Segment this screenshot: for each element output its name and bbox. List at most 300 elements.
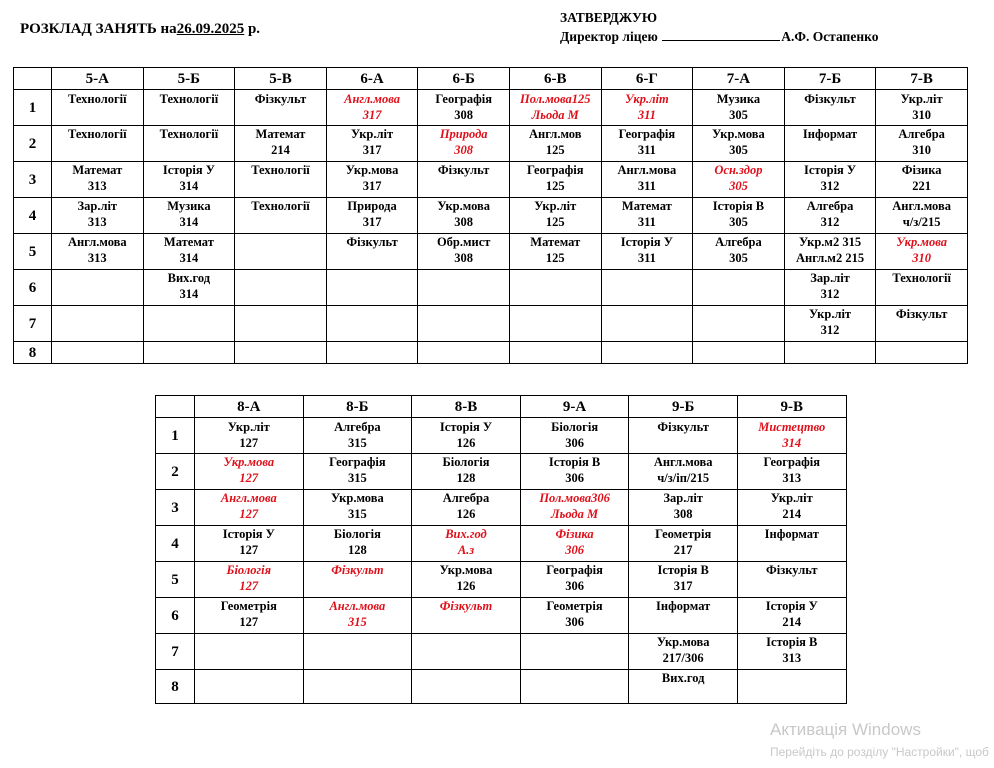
- room-number: 221: [912, 179, 932, 193]
- lesson-cell: [195, 562, 304, 598]
- room-number: 314: [179, 179, 199, 193]
- subject-name: Математ: [72, 163, 123, 177]
- lesson-cell: [303, 454, 412, 490]
- subject-name: Технології: [892, 271, 951, 285]
- subject-name: Технології: [159, 92, 219, 106]
- period-row: [14, 126, 968, 162]
- room-number: 305: [729, 251, 748, 265]
- lesson-cell: [326, 342, 418, 364]
- lesson-cell: [418, 270, 510, 306]
- lesson-cell: [303, 670, 412, 704]
- room-number: Англ.м2 215: [796, 251, 865, 265]
- class-header: 6-Г: [601, 68, 693, 90]
- subject-name: Англ.мова: [344, 92, 400, 106]
- room-number: 313: [782, 651, 802, 665]
- lesson-cell: [784, 306, 876, 342]
- room-number: 314: [179, 215, 199, 229]
- class-header: 9-Б: [629, 396, 738, 418]
- subject-name: Укр.мова: [223, 455, 275, 469]
- subject-name: Технології: [68, 92, 127, 106]
- period-row: [14, 342, 968, 364]
- lesson-cell: [876, 162, 968, 198]
- lesson-cell: [143, 126, 235, 162]
- room-number: 306: [565, 471, 584, 485]
- approval-block: [560, 8, 878, 46]
- lesson-cell: [235, 90, 327, 126]
- lesson-cell: [601, 234, 693, 270]
- room-number: 310: [912, 108, 932, 122]
- subject-name: Історія В: [712, 199, 765, 213]
- lesson-cell: [509, 90, 601, 126]
- lesson-cell: [520, 598, 629, 634]
- lesson-cell: [520, 418, 629, 454]
- subject-name: Математ: [530, 235, 581, 249]
- room-number: 317: [673, 579, 693, 593]
- subject-name: Історія У: [439, 420, 493, 434]
- lesson-cell: [143, 342, 235, 364]
- period-row: [14, 270, 968, 306]
- room-number: 214: [782, 615, 802, 629]
- lesson-cell: [195, 418, 304, 454]
- period-number: 1: [156, 418, 195, 454]
- lesson-cell: [326, 126, 418, 162]
- subject-name: Історія У: [162, 163, 215, 177]
- lesson-cell: [784, 198, 876, 234]
- subject-name: Фізкульт: [657, 420, 709, 434]
- room-number: 306: [565, 543, 584, 557]
- lesson-cell: [876, 234, 968, 270]
- room-number: А.з: [457, 543, 475, 557]
- period-number: 6: [14, 270, 52, 306]
- lesson-cell: [876, 90, 968, 126]
- subject-name: Біологія: [551, 420, 599, 434]
- subject-name: Укр.літ: [900, 92, 943, 106]
- lesson-cell: [876, 342, 968, 364]
- class-header: 5-А: [52, 68, 144, 90]
- lesson-cell: [418, 198, 510, 234]
- subject-name: Укр.мова: [345, 163, 399, 177]
- period-number: 8: [14, 342, 52, 364]
- lesson-cell: [520, 454, 629, 490]
- period-number: 1: [14, 90, 52, 126]
- room-number: 315: [348, 436, 367, 450]
- room-number: 308: [454, 108, 474, 122]
- lesson-cell: [629, 526, 738, 562]
- subject-name: Фізкульт: [766, 563, 818, 577]
- room-number: 127: [239, 436, 259, 450]
- title-prefix: РОЗКЛАД ЗАНЯТЬ на: [20, 21, 177, 37]
- lesson-cell: [693, 234, 785, 270]
- lesson-cell: [412, 598, 521, 634]
- subject-name: Фізкульт: [804, 92, 856, 106]
- subject-name: Географія: [618, 127, 676, 141]
- lesson-cell: [143, 198, 235, 234]
- lesson-cell: [52, 198, 144, 234]
- room-number: Льода М: [531, 108, 579, 122]
- period-row: [14, 198, 968, 234]
- lesson-cell: [737, 670, 846, 704]
- subject-name: Фізкульт: [331, 563, 384, 577]
- lesson-cell: [326, 306, 418, 342]
- lesson-cell: [326, 234, 418, 270]
- room-number: 214: [782, 507, 802, 521]
- lesson-cell: [412, 418, 521, 454]
- period-number: 3: [14, 162, 52, 198]
- lesson-cell: [509, 342, 601, 364]
- subject-name: Англ.мов: [529, 127, 582, 141]
- subject-name: Географія: [329, 455, 386, 469]
- room-number: 308: [454, 143, 474, 157]
- period-row: [14, 234, 968, 270]
- room-number: 311: [637, 251, 656, 265]
- subject-name: Фізика: [901, 163, 942, 177]
- room-number: ч/з/215: [902, 215, 941, 229]
- subject-name: Пол.мова125: [520, 92, 591, 106]
- period-row: [156, 454, 847, 490]
- period-row: [156, 418, 847, 454]
- subject-name: Алгебра: [898, 127, 945, 141]
- lesson-cell: [412, 634, 521, 670]
- subject-name: Алгебра: [334, 420, 381, 434]
- subject-name: Технології: [251, 199, 310, 213]
- subject-name: Геометрія: [220, 599, 277, 613]
- room-number: Льода М: [551, 507, 599, 521]
- class-header: 7-А: [693, 68, 785, 90]
- subject-name: Історія У: [620, 235, 673, 249]
- room-number: 128: [348, 543, 367, 557]
- subject-name: Фізкульт: [254, 92, 307, 106]
- lesson-cell: [520, 562, 629, 598]
- lesson-cell: [235, 270, 327, 306]
- class-header: 9-В: [737, 396, 846, 418]
- subject-name: Вих.год: [167, 271, 211, 285]
- subject-name: Технології: [159, 127, 219, 141]
- subject-name: Математ: [255, 127, 306, 141]
- room-number: 315: [348, 615, 367, 629]
- subject-name: Укр.м2 315: [799, 235, 862, 249]
- room-number: 217/306: [662, 651, 704, 665]
- lesson-cell: [784, 342, 876, 364]
- subject-name: Вих.год: [445, 527, 487, 541]
- subject-name: Фізкульт: [346, 235, 398, 249]
- lesson-cell: [629, 454, 738, 490]
- lesson-cell: [303, 562, 412, 598]
- lesson-cell: [629, 598, 738, 634]
- subject-name: Музика: [716, 92, 761, 106]
- subject-name: Зар.літ: [77, 199, 118, 213]
- lesson-cell: [509, 270, 601, 306]
- windows-activation-watermark: Активація Windows: [770, 720, 921, 739]
- lesson-cell: [303, 598, 412, 634]
- subject-name: Алгебра: [715, 235, 762, 249]
- lesson-cell: [195, 490, 304, 526]
- lesson-cell: [143, 234, 235, 270]
- period-row: [156, 634, 847, 670]
- room-number: 317: [362, 108, 382, 122]
- lesson-cell: [418, 342, 510, 364]
- lesson-cell: [326, 270, 418, 306]
- room-number: 127: [239, 507, 259, 521]
- lesson-cell: [412, 526, 521, 562]
- class-header: 6-Б: [418, 68, 510, 90]
- room-number: 312: [820, 179, 840, 193]
- lesson-cell: [509, 234, 601, 270]
- room-number: 125: [545, 179, 565, 193]
- subject-name: Фізкульт: [437, 163, 490, 177]
- room-number: 306: [565, 615, 584, 629]
- room-number: 125: [545, 143, 565, 157]
- lesson-cell: [601, 198, 693, 234]
- period-number: 7: [156, 634, 195, 670]
- lesson-cell: [303, 634, 412, 670]
- lesson-cell: [52, 342, 144, 364]
- subject-name: Укр.мова: [437, 199, 491, 213]
- subject-name: Фізкульт: [895, 307, 948, 321]
- room-number: 315: [348, 471, 367, 485]
- room-number: 317: [362, 143, 382, 157]
- subject-name: Алгебра: [806, 199, 854, 213]
- lesson-cell: [784, 162, 876, 198]
- lesson-cell: [876, 270, 968, 306]
- lesson-cell: [876, 198, 968, 234]
- lesson-cell: [693, 162, 785, 198]
- subject-name: Укр.мова: [712, 127, 765, 141]
- subject-name: Інформат: [656, 599, 711, 613]
- period-row: [156, 598, 847, 634]
- lesson-cell: [629, 634, 738, 670]
- subject-name: Укр.літ: [770, 491, 813, 505]
- subject-name: Укр.мова: [656, 635, 710, 649]
- lesson-cell: [520, 526, 629, 562]
- lesson-cell: [143, 90, 235, 126]
- period-row: [156, 490, 847, 526]
- room-number: 305: [729, 143, 748, 157]
- subject-name: Англ.мова: [653, 455, 713, 469]
- subject-name: Укр.мова: [896, 235, 947, 249]
- room-number: 305: [729, 215, 748, 229]
- subject-name: Зар.літ: [663, 491, 703, 505]
- lesson-cell: [737, 490, 846, 526]
- lesson-cell: [195, 454, 304, 490]
- subject-name: Укр.літ: [809, 307, 852, 321]
- room-number: 317: [362, 215, 382, 229]
- subject-name: Укр.мова: [439, 563, 493, 577]
- subject-name: Укр.мова: [331, 491, 384, 505]
- room-number: 127: [239, 615, 259, 629]
- approve-role: Директор ліцею: [560, 29, 658, 44]
- subject-name: Технології: [251, 163, 310, 177]
- subject-name: Історія У: [222, 527, 275, 541]
- lesson-cell: [876, 306, 968, 342]
- lesson-cell: [143, 162, 235, 198]
- lesson-cell: [737, 634, 846, 670]
- lesson-cell: [195, 670, 304, 704]
- class-header: 9-А: [520, 396, 629, 418]
- lesson-cell: [235, 126, 327, 162]
- lesson-cell: [784, 234, 876, 270]
- room-number: 317: [362, 179, 382, 193]
- lesson-cell: [784, 126, 876, 162]
- room-number: 313: [87, 215, 107, 229]
- room-number: 312: [820, 287, 840, 301]
- lesson-cell: [509, 306, 601, 342]
- room-number: 217: [673, 543, 693, 557]
- subject-name: Історія В: [657, 563, 709, 577]
- lesson-cell: [412, 670, 521, 704]
- lesson-cell: [52, 126, 144, 162]
- lesson-cell: [693, 270, 785, 306]
- lesson-cell: [737, 526, 846, 562]
- lesson-cell: [737, 418, 846, 454]
- room-number: 125: [545, 251, 565, 265]
- period-row: [156, 526, 847, 562]
- lesson-cell: [235, 306, 327, 342]
- subject-name: Геометрія: [546, 599, 603, 613]
- lesson-cell: [235, 342, 327, 364]
- room-number: 308: [454, 251, 474, 265]
- lesson-cell: [693, 342, 785, 364]
- corner-cell: [156, 396, 195, 418]
- approve-signature-line: [560, 27, 878, 46]
- room-number: 310: [912, 251, 932, 265]
- subject-name: Музика: [167, 199, 211, 213]
- period-number: 5: [156, 562, 195, 598]
- subject-name: Геометрія: [655, 527, 712, 541]
- lesson-cell: [52, 90, 144, 126]
- lesson-cell: [737, 562, 846, 598]
- lesson-cell: [418, 234, 510, 270]
- room-number: ч/з/іп/215: [657, 471, 710, 485]
- class-header: 8-В: [412, 396, 521, 418]
- lesson-cell: [601, 90, 693, 126]
- period-row: [156, 670, 847, 704]
- lesson-cell: [412, 490, 521, 526]
- subject-name: Укр.літ: [534, 199, 577, 213]
- subject-name: Історія В: [766, 635, 818, 649]
- lesson-cell: [52, 306, 144, 342]
- lesson-cell: [520, 670, 629, 704]
- room-number: 125: [545, 215, 565, 229]
- subject-name: Географія: [526, 163, 584, 177]
- lesson-cell: [418, 90, 510, 126]
- class-header: 6-В: [509, 68, 601, 90]
- period-number: 7: [14, 306, 52, 342]
- lesson-cell: [693, 306, 785, 342]
- lesson-cell: [601, 270, 693, 306]
- subject-name: Біологія: [442, 455, 490, 469]
- period-row: [14, 162, 968, 198]
- title-date: 26.09.2025: [176, 21, 245, 37]
- subject-name: Мистецтво: [758, 420, 826, 434]
- room-number: 314: [179, 251, 199, 265]
- lesson-cell: [509, 198, 601, 234]
- room-number: 127: [239, 471, 259, 485]
- subject-name: Географія: [546, 563, 603, 577]
- room-number: 311: [637, 143, 656, 157]
- lesson-cell: [629, 490, 738, 526]
- lesson-cell: [601, 306, 693, 342]
- room-number: 126: [456, 507, 476, 521]
- room-number: 311: [637, 179, 656, 193]
- room-number: 127: [239, 579, 259, 593]
- room-number: 314: [179, 287, 199, 301]
- subject-name: Укр.літ: [351, 127, 394, 141]
- room-number: 313: [87, 251, 107, 265]
- room-number: 313: [87, 179, 107, 193]
- lesson-cell: [784, 90, 876, 126]
- subject-name: Алгебра: [442, 491, 490, 505]
- title-suffix: р.: [244, 21, 261, 37]
- lesson-cell: [737, 598, 846, 634]
- lesson-cell: [303, 526, 412, 562]
- lesson-cell: [52, 162, 144, 198]
- lesson-cell: [629, 418, 738, 454]
- subject-name: Біологія: [226, 563, 272, 577]
- class-header: 6-А: [326, 68, 418, 90]
- subject-name: Природа: [347, 199, 397, 213]
- period-number: 4: [156, 526, 195, 562]
- subject-name: Математ: [621, 199, 672, 213]
- subject-name: Англ.мова: [892, 199, 951, 213]
- lesson-cell: [418, 162, 510, 198]
- period-number: 2: [156, 454, 195, 490]
- subject-name: Вих.год: [661, 671, 705, 685]
- room-number: 128: [456, 471, 476, 485]
- lesson-cell: [195, 634, 304, 670]
- room-number: 126: [456, 436, 476, 450]
- lesson-cell: [693, 126, 785, 162]
- lesson-cell: [737, 454, 846, 490]
- subject-name: Історія В: [548, 455, 601, 469]
- subject-name: Фізика: [555, 527, 594, 541]
- corner-cell: [14, 68, 52, 90]
- subject-name: Географія: [435, 92, 492, 106]
- room-number: 308: [454, 215, 474, 229]
- period-row: [156, 562, 847, 598]
- period-row: [14, 306, 968, 342]
- lesson-cell: [418, 306, 510, 342]
- lesson-cell: [52, 270, 144, 306]
- subject-name: Історія У: [765, 599, 818, 613]
- lesson-cell: [876, 126, 968, 162]
- class-header: 8-Б: [303, 396, 412, 418]
- period-number: 8: [156, 670, 195, 704]
- lesson-cell: [412, 454, 521, 490]
- class-header: 7-В: [876, 68, 968, 90]
- subject-name: Осн.здор: [714, 163, 763, 177]
- lesson-cell: [52, 234, 144, 270]
- subject-name: Історія У: [803, 163, 857, 177]
- subject-name: Математ: [163, 235, 214, 249]
- schedule-table-grades-5-7: [13, 67, 968, 364]
- subject-name: Інформат: [802, 127, 858, 141]
- lesson-cell: [629, 670, 738, 704]
- room-number: 314: [782, 436, 802, 450]
- signature-line: [662, 29, 780, 41]
- lesson-cell: [303, 418, 412, 454]
- period-number: 2: [14, 126, 52, 162]
- room-number: 306: [565, 436, 584, 450]
- subject-name: Технології: [68, 127, 127, 141]
- lesson-cell: [143, 306, 235, 342]
- class-header: 5-В: [235, 68, 327, 90]
- period-row: [14, 90, 968, 126]
- room-number: 315: [348, 507, 367, 521]
- subject-name: Природа: [439, 127, 488, 141]
- lesson-cell: [326, 198, 418, 234]
- lesson-cell: [520, 490, 629, 526]
- subject-name: Зар.літ: [810, 271, 850, 285]
